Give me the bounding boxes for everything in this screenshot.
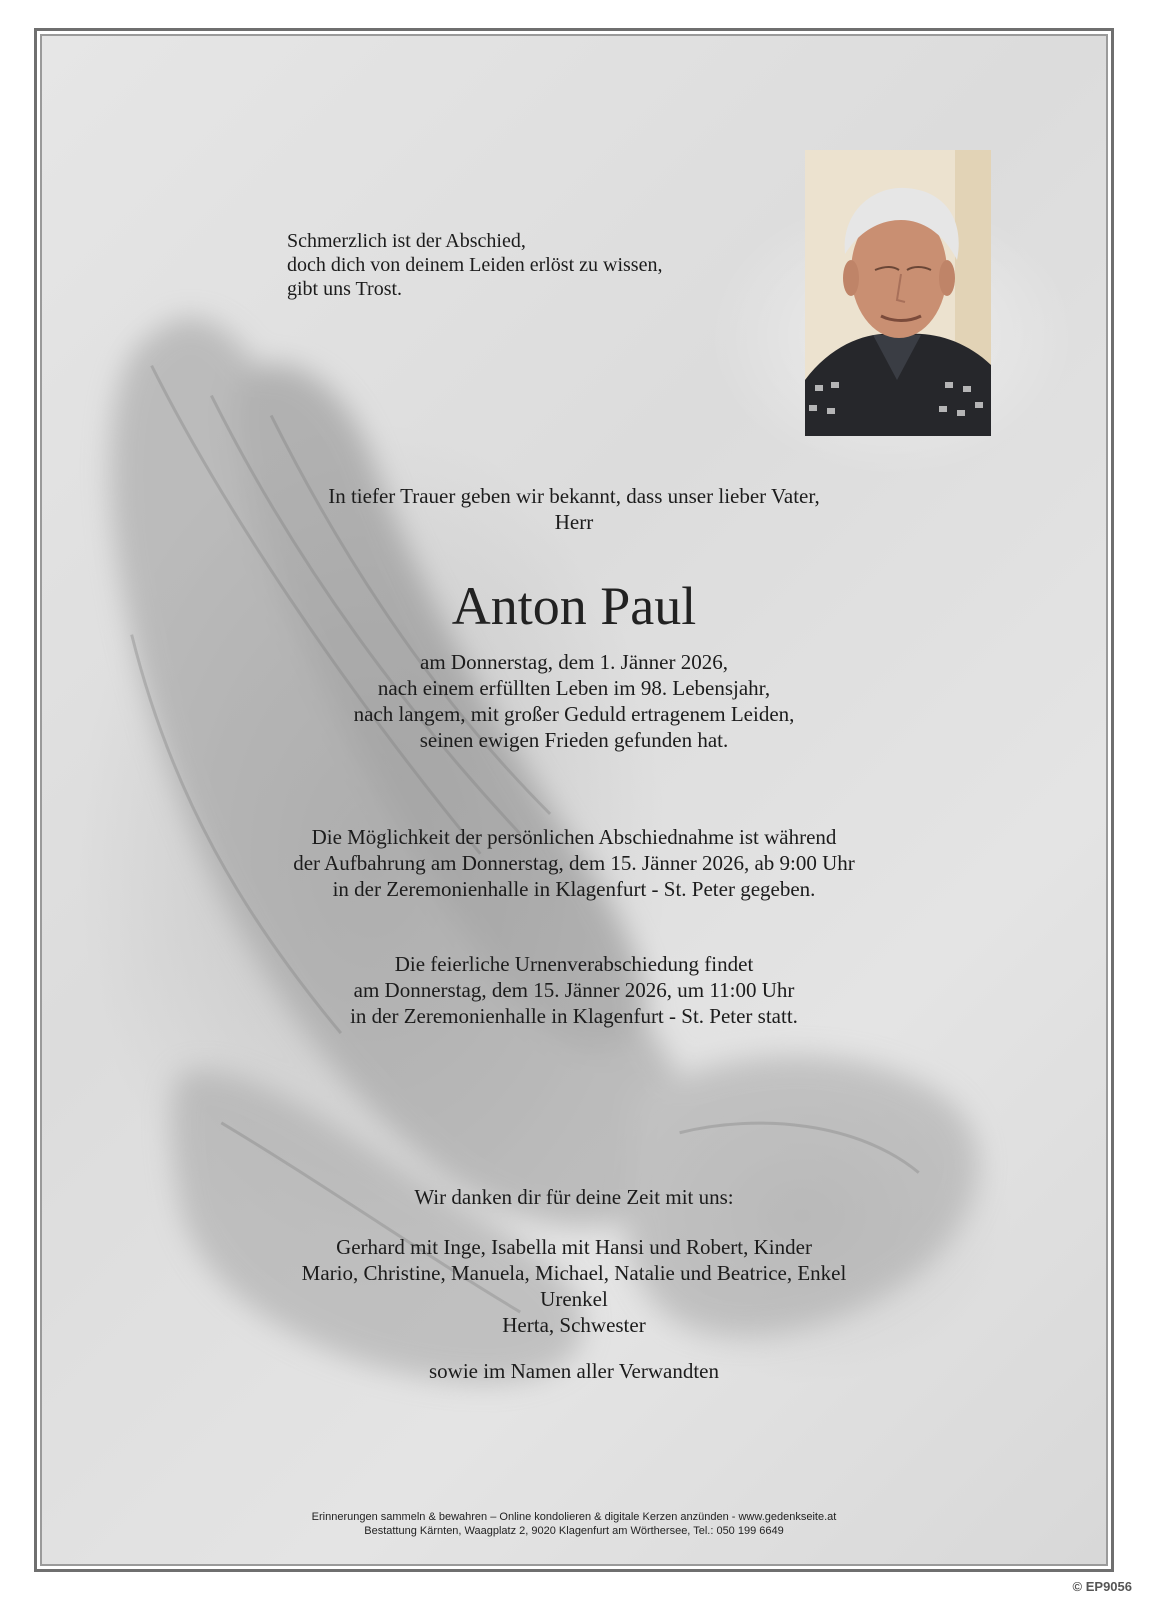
thanks-line: Wir danken dir für deine Zeit mit uns: (414, 1185, 734, 1209)
death-info (42, 649, 1106, 753)
consolation-verse (287, 229, 662, 301)
relatives-text (42, 1358, 1106, 1384)
urn-ceremony-info (42, 951, 1106, 1029)
obituary-card (40, 34, 1108, 1566)
relatives-line: sowie im Namen aller Verwandten (428, 1359, 720, 1383)
mourner-line: Gerhard mit Inge, Isabella mit Hansi und Robert, Kinder (336, 1235, 812, 1259)
mourner-line: Mario, Christine, Manuela, Michael, Natalie und Beatrice, Enkel (301, 1261, 847, 1285)
farewell-line: in der Zeremonienhalle in Klagenfurt - St. Peter gegeben. (332, 877, 816, 901)
mourner-line: Herta, Schwester (502, 1313, 646, 1337)
urn-ceremony-line: in der Zeremonienhalle in Klagenfurt - St. Peter statt. (350, 1004, 798, 1028)
verse-line: doch dich von deinem Leiden erlöst zu wissen, (287, 254, 663, 276)
farewell-viewing-info (42, 824, 1106, 902)
footer-line: Erinnerungen sammeln & bewahren – Online kondolieren & digitale Kerzen anzünden - www.gedenkseite.at (311, 1511, 837, 1523)
farewell-line: der Aufbahrung am Donnerstag, dem 15. Jänner 2026, ab 9:00 Uhr (293, 851, 855, 875)
deceased-name: Anton Paul (451, 576, 697, 636)
mourners-list (42, 1234, 1106, 1338)
announcement-line: Herr (554, 510, 594, 534)
document-code: © EP9056 (1072, 1579, 1132, 1594)
announcement-text (42, 483, 1106, 535)
announcement-line: In tiefer Trauer geben wir bekannt, dass unser lieber Vater, (328, 484, 820, 508)
death-info-line: seinen ewigen Frieden gefunden hat. (419, 728, 729, 752)
footer-line: Bestattung Kärnten, Waagplatz 2, 9020 Klagenfurt am Wörthersee, Tel.: 050 199 6649 (364, 1525, 784, 1537)
urn-ceremony-line: am Donnerstag, dem 15. Jänner 2026, um 11:00 Uhr (353, 978, 795, 1002)
death-info-line: nach einem erfüllten Leben im 98. Lebensjahr, (377, 676, 771, 700)
verse-line: Schmerzlich ist der Abschied, (287, 230, 526, 252)
farewell-line: Die Möglichkeit der persönlichen Abschiednahme ist während (311, 825, 837, 849)
portrait-photo (805, 150, 991, 436)
funeral-home-footer (42, 1510, 1106, 1538)
mourner-line: Urenkel (540, 1287, 608, 1311)
verse-line: gibt uns Trost. (287, 278, 403, 300)
death-info-line: nach langem, mit großer Geduld ertragenem Leiden, (353, 702, 795, 726)
urn-ceremony-line: Die feierliche Urnenverabschiedung findet (394, 952, 754, 976)
death-info-line: am Donnerstag, dem 1. Jänner 2026, (420, 650, 728, 674)
thanks-text (42, 1184, 1106, 1210)
